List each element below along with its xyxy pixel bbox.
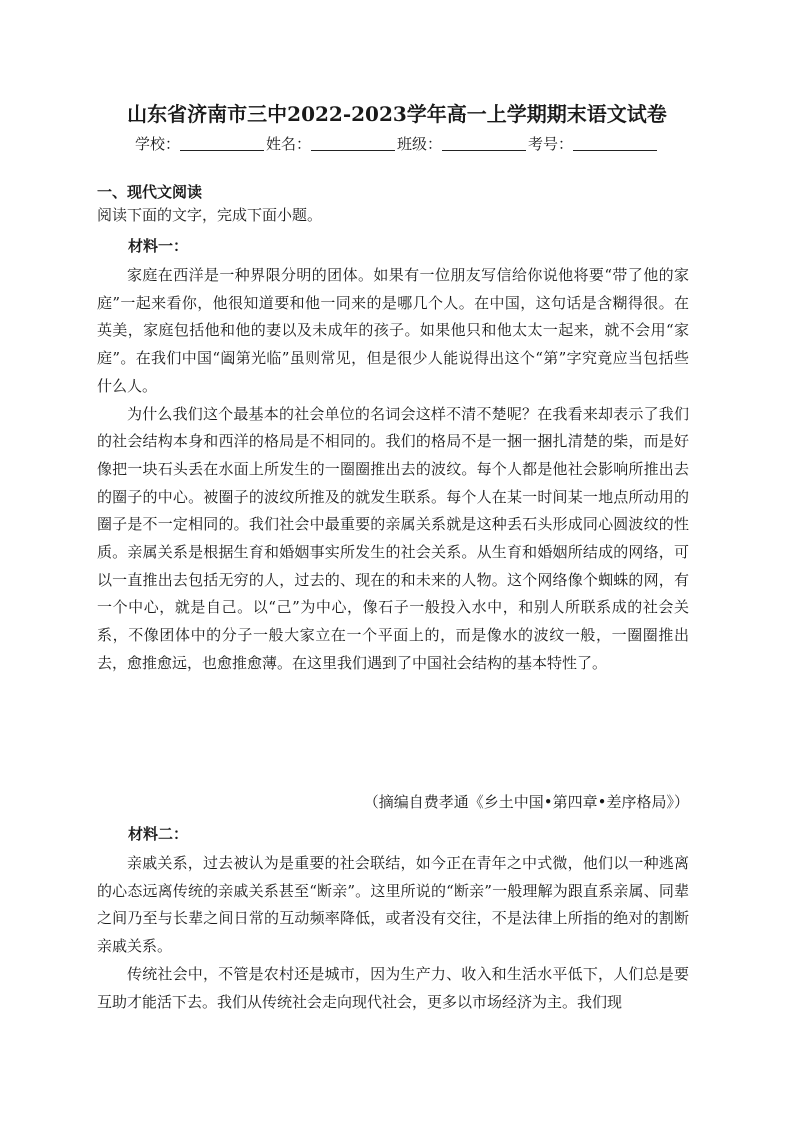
material-2-paragraph: 传统社会中，不管是农村还是城市，因为生产力、收入和生活水平低下，人们总是要互助才能活下去。我们从传统社会走向现代社会，更多以市场经济为主。我们现 — [97, 964, 689, 1011]
material-2-body — [97, 850, 689, 1016]
section-instruction: 阅读下面的文字，完成下面小题。 — [97, 206, 323, 224]
class-blank — [442, 134, 526, 151]
student-info-fields — [0, 132, 794, 156]
exam-number-blank — [573, 134, 657, 151]
material-1-paragraph: 家庭在西洋是一种界限分明的团体。如果有一位朋友写信给你说他将要“带了他的家庭”一起来看你，他很知道要和他一同来的是哪几个人。在中国，这句话是含糊得很。在英美，家庭包括他和他的妻以及未成年的孩子。如果他只和他太太一起来，就不会用“家庭”。在我们中国“阖第光临”虽则常见，但是很少人能说得出这个“第”字究竟应当包括些什么人。 — [97, 266, 689, 395]
material-1-body — [97, 262, 689, 678]
name-blank — [311, 134, 395, 151]
school-label: 学校： — [134, 135, 180, 153]
material-2-paragraph: 亲戚关系，过去被认为是重要的社会联结，如今正在青年之中式微，他们以一种逃离的心态远离传统的亲戚关系甚至“断亲”。这里所说的“断亲”一般理解为跟直系亲属、同辈之间乃至与长辈之间日常的互动频率降低，或者没有交往，不是法律上所指的绝对的割断亲戚关系。 — [97, 854, 689, 956]
school-blank — [180, 134, 264, 151]
name-label: 姓名： — [265, 135, 311, 153]
material-1-label: 材料一： — [128, 237, 189, 255]
class-label: 班级： — [397, 135, 443, 153]
material-1-citation: （摘编自费孝通《乡土中国•第四章•差序格局》） — [363, 793, 689, 811]
page-title: 山东省济南市三中2022-2023学年高一上学期期末语文试卷 — [127, 102, 667, 126]
material-1-paragraph: 为什么我们这个最基本的社会单位的名词会这样不清不楚呢？在我看来却表示了我们的社会结构本身和西洋的格局是不相同的。我们的格局不是一捆一捆扎清楚的柴，而是好像把一块石头丢在水面上所发生的一圈圈推出去的波纹。每个人都是他社会影响所推出去的圈子的中心。被圈子的波纹所推及的就发生联系。每个人在某一时间某一地点所动用的圈子是不一定相同的。我们社会中最重要的亲属关系就是这种丢石头形成同心圆波纹的性质。亲属关系是根据生育和婚姻事实所发生的社会关系。从生育和婚姻所结成的网络，可以一直推出去包括无穷的人，过去的、现在的和未来的人物。这个网络像个蜘蛛的网，有一个中心，就是自己。以“己”为中心，像石子一般投入水中，和别人所联系成的社会关系，不像团体中的分子一般大家立在一个平面上的，而是像水的波纹一般，一圈圈推出去，愈推愈远，也愈推愈薄。在这里我们遇到了中国社会结构的基本特性了。 — [97, 404, 689, 672]
section-heading: 一、现代文阅读 — [97, 183, 203, 201]
material-2-label: 材料二： — [128, 825, 189, 843]
exam-number-label: 考号： — [528, 135, 574, 153]
